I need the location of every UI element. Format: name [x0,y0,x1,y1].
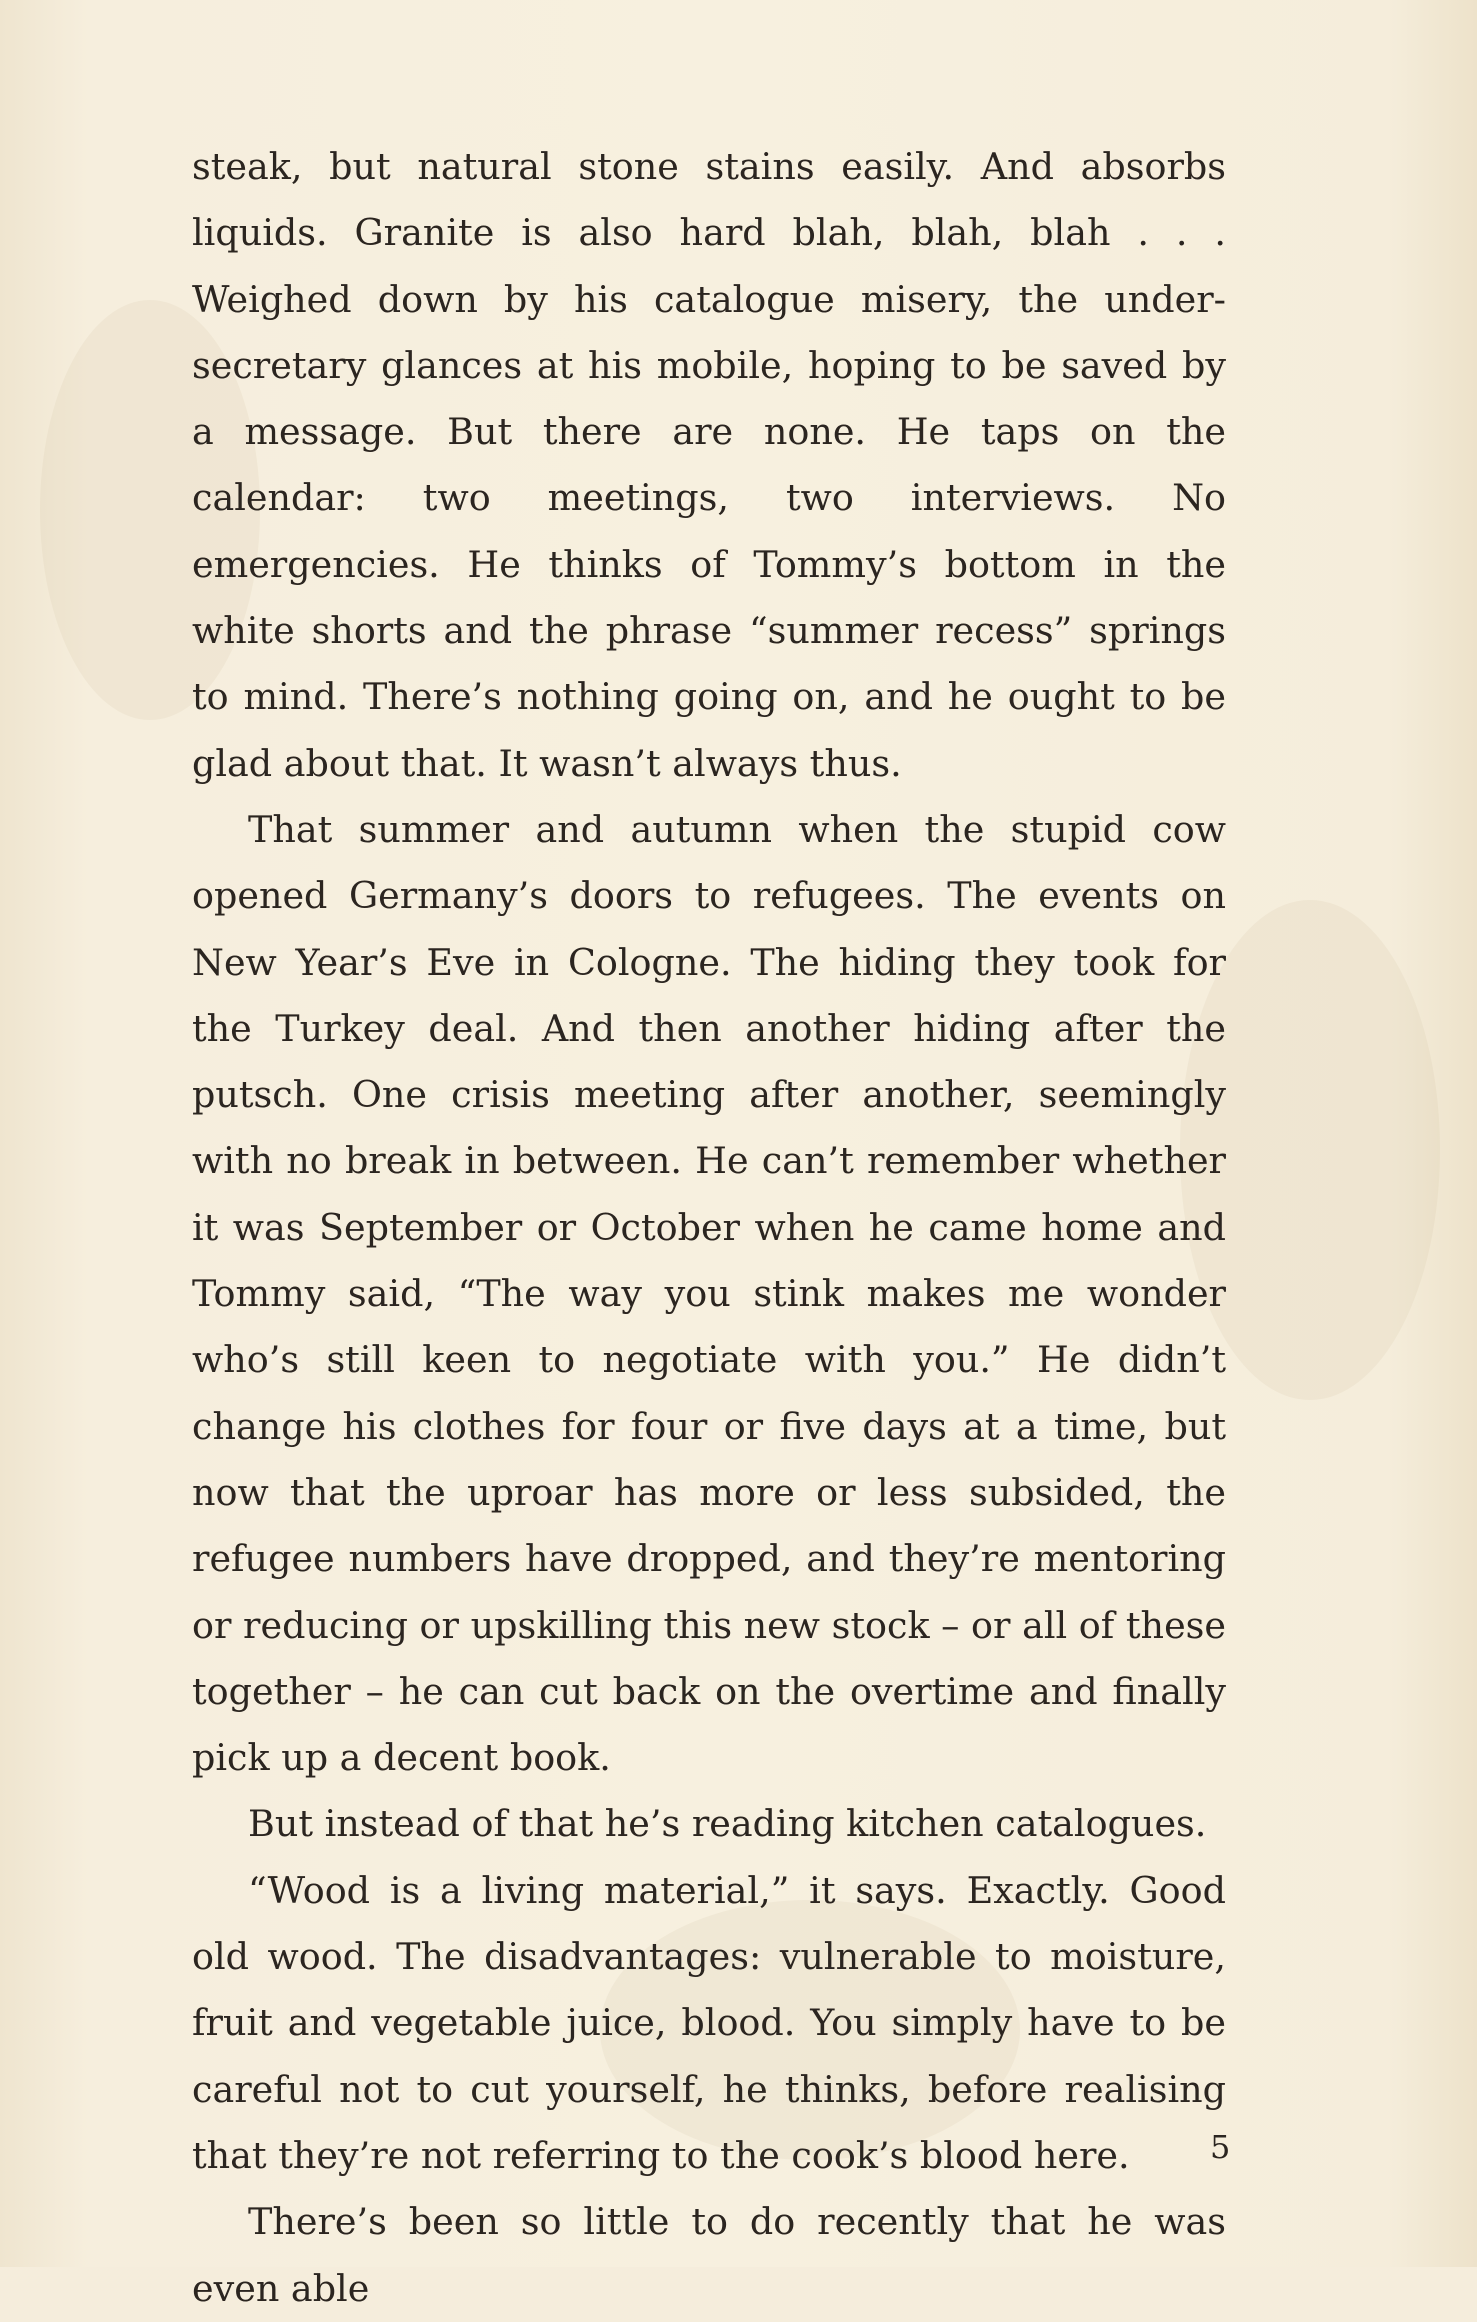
paragraph-1: steak, but natural stone stains easily. And absorbs liquids. Granite is also hard blah, blah, blah . . . Weighed down by his catalogue misery, the under-secretary glances at his mobile, hoping to be saved by a message. But there are none. He taps on the calendar: two meetings, two interviews. No emergencies. He thinks of Tommy’s bottom in the white shorts and the phrase “summer recess” springs to mind. There’s nothing going on, and he ought to be glad about that. It wasn’t always thus. [192,145,1226,785]
paragraph-2: That summer and autumn when the stupid cow opened Germany’s doors to refugees. The events on New Year’s Eve in Cologne. The hiding they took for the Turkey deal. And then another hiding after the putsch. One crisis meeting after another, seemingly with no break in between. He can’t remember whether it was September or October when he came home and Tommy said, “The way you stink makes me wonder who’s still keen to negotiate with you.” He didn’t change his clothes for four or five days at a time, but now that the uproar has more or less subsided, the refugee numbers have dropped, and they’re mentoring or reducing or upskilling this new stock – or all of these together – he can cut back on the overtime and finally pick up a decent book. [192,807,1226,1780]
page-number: 5 [1210,2128,1231,2166]
paragraph-5: There’s been so little to do recently that he was even able [192,2200,1226,2310]
body-text [192,134,1226,2322]
paragraph-4: “Wood is a living material,” it says. Exactly. Good old wood. The disadvantages: vulnerable to moisture, fruit and vegetable juice, blood. You simply have to be careful not to cut yourself, he thinks, before realising that they’re not referring to the cook’s blood here. [192,1868,1226,2177]
paragraph-3: But instead of that he’s reading kitchen catalogues. [248,1802,1207,1846]
